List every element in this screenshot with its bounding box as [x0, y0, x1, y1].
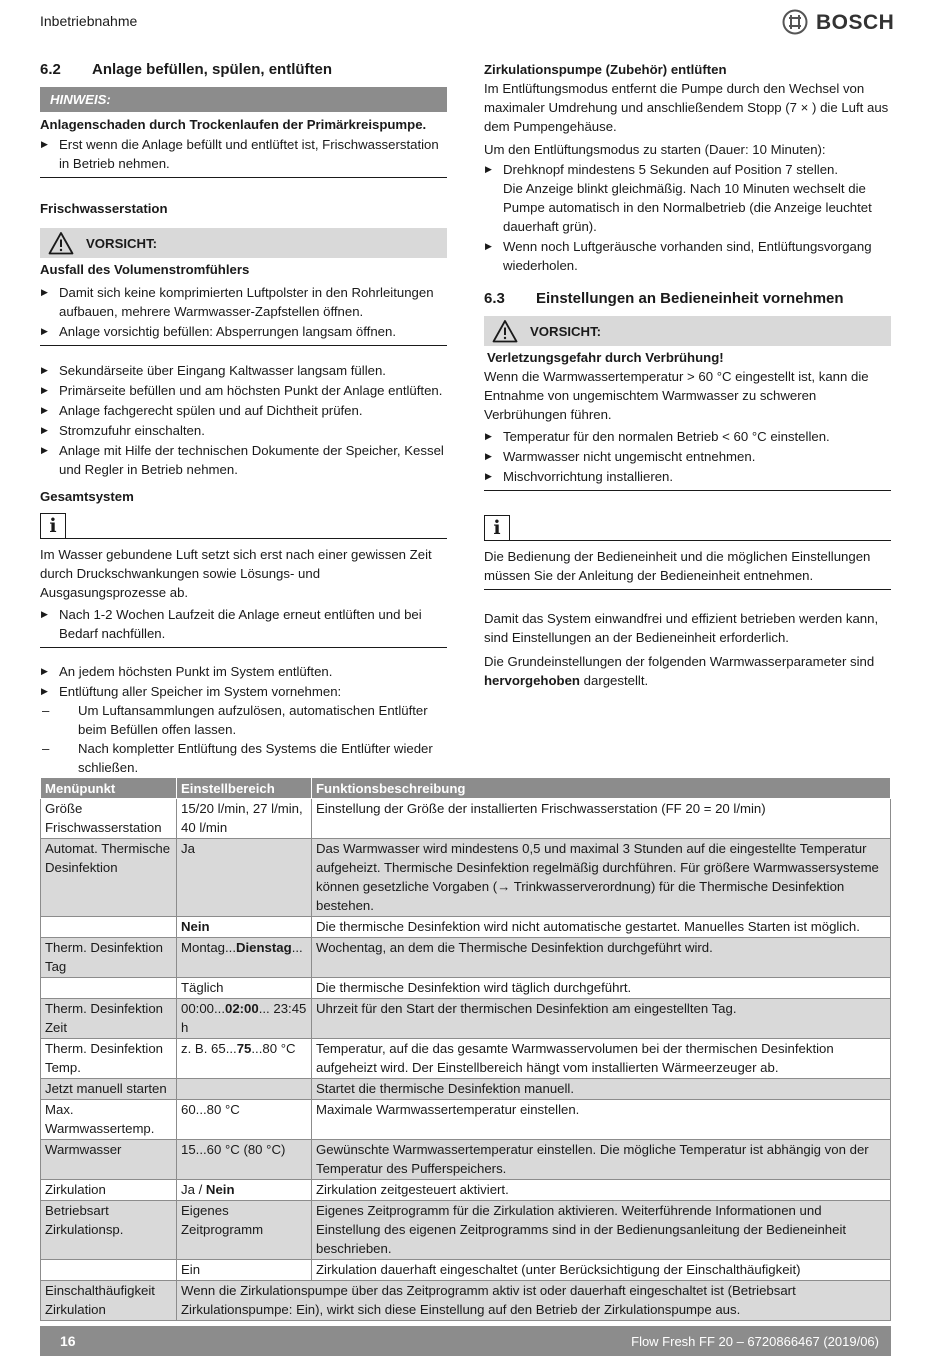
- subheading-gesamtsystem: Gesamtsystem: [40, 489, 134, 504]
- table-row: [41, 799, 891, 839]
- brand-logo: [782, 9, 894, 35]
- info-text: Im Wasser gebundene Luft setzt sich erst nach einer gewissen Zeit durch Druckschwankungen sowie Lösungs- und Ausgasungsprozesse ab.: [40, 547, 432, 600]
- cell-range: 60...80 °C: [177, 1100, 312, 1140]
- divider: [66, 538, 447, 539]
- cell-description: Temperatur, auf die das gesamte Warmwasservolumen bei der thermischen Desinfektion aufgeheizt wird. Der Einstellbereich hängt vom installierten Wärmeerzeuger ab.: [312, 1039, 891, 1079]
- cell-range: 15/20 l/min, 27 l/min, 40 l/min: [177, 799, 312, 839]
- cell-range: [177, 1180, 312, 1201]
- right-column: [484, 60, 891, 690]
- cell-description: Das Warmwasser wird mindestens 0,5 und maximal 3 Stunden auf die eingestellte Temperatur aufgeheizt. Thermische Desinfektion regelmäßig durchführen. Für größere Warmwassersysteme können gesetzliche Vorgaben (→ Trinkwasserverordnung) für die Thermische Desinfektion bestehen.: [312, 839, 891, 917]
- bosch-armature-icon: [782, 9, 808, 35]
- cell-menu: Therm. Desinfektion Zeit: [41, 999, 177, 1039]
- table-row: [41, 1281, 891, 1321]
- paragraph: Im Entlüftungsmodus entfernt die Pumpe durch den Wechsel von maximaler Umdrehung und anschließendem Stopp (7 × ) die Luft aus dem Pumpengehäuse.: [484, 81, 889, 134]
- list-item: ▶ Anlage mit Hilfe der technischen Dokumente der Speicher, Kessel und Regler in Betrieb nehmen.: [40, 441, 447, 479]
- vorsicht-list: [484, 427, 891, 491]
- cell-range: [177, 938, 312, 978]
- list-item-result: Die Anzeige blinkt gleichmäßig. Nach 10 Minuten wechselt die Pumpe automatisch in den Normalbetrieb (die Anzeige leuchtet dauerhaft grün).: [503, 181, 872, 234]
- list-item: ▶ Erst wenn die Anlage befüllt und entlüftet ist, Frischwasserstation in Betrieb nehmen.: [40, 135, 447, 173]
- paragraph: Damit das System einwandfrei und effizient betrieben werden kann, sind Einstellungen an der Bedieneinheit erforderlich.: [484, 611, 879, 645]
- sub-list: [40, 701, 447, 777]
- range-text: ... 23:45 h: [181, 1001, 307, 1035]
- table-row: [41, 839, 891, 917]
- list-item: ▶ An jedem höchsten Punkt im System entlüften.: [40, 662, 447, 681]
- subheading-frischwasserstation: Frischwasserstation: [40, 201, 168, 216]
- sub-list-item: – Nach kompletter Entlüftung des Systems die Entlüfter wieder schließen.: [40, 739, 447, 777]
- cell-description: Startet die thermische Desinfektion manuell.: [312, 1079, 891, 1100]
- running-header: Inbetriebnahme: [40, 13, 138, 29]
- column-header: Funktionsbeschreibung: [312, 778, 891, 799]
- list-item: ▶ Anlage fachgerecht spülen und auf Dichtheit prüfen.: [40, 401, 447, 420]
- range-text: Ja /: [181, 1182, 206, 1197]
- column-header: Einstellbereich: [177, 778, 312, 799]
- list-item: ▶ Mischvorrichtung installieren.: [484, 467, 891, 486]
- list-item: ▶ Nach 1-2 Wochen Laufzeit die Anlage erneut entlüften und bei Bedarf nachfüllen.: [40, 605, 447, 643]
- divider: [510, 540, 891, 541]
- table-header-row: [41, 778, 891, 799]
- cell-menu: Zirkulation: [41, 1180, 177, 1201]
- list-item: ▶ Damit sich keine komprimierten Luftpolster in den Rohrleitungen aufbauen, mehrere Warmwasser-Zapfstellen öffnen.: [40, 283, 447, 321]
- list-item: ▶ Primärseite befüllen und am höchsten Punkt der Anlage entlüften.: [40, 381, 447, 400]
- vorsicht-label: VORSICHT:: [530, 323, 602, 339]
- venting-steps: [40, 662, 447, 777]
- range-text: ...80 °C: [251, 1041, 296, 1056]
- cell-description: Wenn die Zirkulationspumpe über das Zeitprogramm aktiv ist oder dauerhaft eingeschaltet ist (Betriebsart Zirkulationspumpe: Ein), wirkt sich diese Einstellung auf den Betrieb der Zirkulationspumpe aus.: [177, 1281, 891, 1321]
- hinweis-label: HINWEIS:: [40, 87, 447, 112]
- list-item-text: Entlüftung aller Speicher im System vornehmen:: [59, 684, 342, 699]
- vorsicht-list: [40, 283, 447, 346]
- list-item: ▶ Warmwasser nicht ungemischt entnehmen.: [484, 447, 891, 466]
- cell-menu: Therm. Desinfektion Tag: [41, 938, 177, 978]
- table-row: [41, 978, 891, 999]
- table-row: [41, 917, 891, 938]
- cell-menu: Größe Frischwasserstation: [41, 799, 177, 839]
- table-row: [41, 1260, 891, 1281]
- cell-range: Nein: [177, 917, 312, 938]
- warning-triangle-icon: [492, 319, 518, 343]
- cell-description: Zirkulation dauerhaft eingeschaltet (unter Berücksichtigung der Einschalthäufigkeit): [312, 1260, 891, 1281]
- vorsicht-text: Wenn die Warmwassertemperatur > 60 °C eingestellt ist, kann die Entnahme von ungemischtem Warmwasser zu schweren Verbrühungen führen.: [484, 369, 869, 422]
- paragraph: Um den Entlüftungsmodus zu starten (Dauer: 10 Minuten):: [484, 142, 826, 157]
- range-default: Dienstag: [235, 940, 292, 955]
- sub-list-item: – Um Luftansammlungen aufzulösen, automatischen Entlüfter beim Befüllen offen lassen.: [40, 701, 447, 739]
- vorsicht-label: VORSICHT:: [86, 235, 158, 251]
- parameter-table: [40, 777, 891, 1321]
- hinweis-list: [40, 135, 447, 178]
- section-title: Einstellungen an Bedieneinheit vornehmen: [536, 290, 844, 307]
- info-text: Die Bedienung der Bedieneinheit und die möglichen Einstellungen müssen Sie der Anleitung der Bedieneinheit entnehmen.: [484, 547, 891, 590]
- cell-range: 15...60 °C (80 °C): [177, 1140, 312, 1180]
- cell-range: [177, 999, 312, 1039]
- vorsicht-title: Verletzungsgefahr durch Verbrühung!: [487, 350, 724, 365]
- vorsicht-bar: [40, 228, 447, 258]
- paragraph-emphasis: hervorgehoben: [484, 673, 580, 688]
- section-heading: [40, 60, 447, 79]
- cell-menu: Jetzt manuell starten: [41, 1079, 177, 1100]
- hinweis-title: Anlagenschaden durch Trockenlaufen der Primärkreispumpe.: [40, 117, 427, 132]
- cell-range: Eigenes Zeitprogramm: [177, 1201, 312, 1260]
- warning-triangle-icon: [48, 231, 74, 255]
- cell-range: [177, 1079, 312, 1100]
- column-header: Menüpunkt: [41, 778, 177, 799]
- cell-menu: Betriebsart Zirkulationsp.: [41, 1201, 177, 1260]
- zirk-list: [484, 160, 891, 275]
- cell-description: Die thermische Desinfektion wird nicht automatische gestartet. Manuelles Starten ist möglich.: [312, 917, 891, 938]
- table-row: [41, 1079, 891, 1100]
- table-row: [41, 1100, 891, 1140]
- vorsicht-title: Ausfall des Volumenstromfühlers: [40, 262, 250, 277]
- table-row: [41, 1140, 891, 1180]
- table-row: [41, 999, 891, 1039]
- cell-range: [177, 1039, 312, 1079]
- table-row: [41, 1039, 891, 1079]
- subheading-zirkulationspumpe: Zirkulationspumpe (Zubehör) entlüften: [484, 62, 727, 77]
- cell-menu: Warmwasser: [41, 1140, 177, 1180]
- cell-description: Gewünschte Warmwassertemperatur einstellen. Die mögliche Temperatur ist abhängig von der Temperatur des Pufferspeichers.: [312, 1140, 891, 1180]
- paragraph-text: Die Grundeinstellungen der folgenden Warmwasserparameter sind: [484, 654, 875, 669]
- info-icon: i: [484, 515, 510, 541]
- table-row: [41, 938, 891, 978]
- range-text: 00:00...: [181, 1001, 225, 1016]
- cell-description: Einstellung der Größe der installierten Frischwasserstation (FF 20 = 20 l/min): [312, 799, 891, 839]
- document-reference: Flow Fresh FF 20 – 6720866467 (2019/06): [631, 1333, 879, 1349]
- brand-name: BOSCH: [816, 10, 895, 34]
- section-number: 6.3: [484, 290, 505, 307]
- info-rule: [40, 513, 447, 539]
- list-item: ▶ Anlage vorsichtig befüllen: Absperrungen langsam öffnen.: [40, 322, 447, 341]
- cell-description: Maximale Warmwassertemperatur einstellen.: [312, 1100, 891, 1140]
- cell-menu: [41, 1260, 177, 1281]
- paragraph-text: dargestellt.: [580, 673, 649, 688]
- cell-menu: Automat. Thermische Desinfektion: [41, 839, 177, 917]
- info-icon: i: [40, 513, 66, 539]
- table-row: [41, 1201, 891, 1260]
- range-default: 02:00: [225, 1001, 259, 1016]
- list-item: [40, 682, 447, 777]
- vorsicht-bar: [484, 316, 891, 346]
- list-item: [484, 160, 891, 236]
- list-item: ▶ Stromzufuhr einschalten.: [40, 421, 447, 440]
- section-title: Anlage befüllen, spülen, entlüften: [92, 61, 333, 78]
- cell-menu: [41, 978, 177, 999]
- cell-description: Eigenes Zeitprogramm für die Zirkulation aktivieren. Weiterführende Informationen und Einstellung des eigenen Zeitprogramms sind in der Bedienungsanleitung der Bedieneinheit beschrieben.: [312, 1201, 891, 1260]
- page-footer: [40, 1326, 891, 1356]
- cell-description: Wochentag, an dem die Thermische Desinfektion durchgeführt wird.: [312, 938, 891, 978]
- info-list: [40, 605, 447, 648]
- table-row: [41, 1180, 891, 1201]
- cell-range: Ja: [177, 839, 312, 917]
- cell-menu: Therm. Desinfektion Temp.: [41, 1039, 177, 1079]
- left-column: [40, 60, 447, 778]
- section-heading: [484, 289, 891, 308]
- cell-range: Ein: [177, 1260, 312, 1281]
- list-item: ▶ Temperatur für den normalen Betrieb < 60 °C einstellen.: [484, 427, 891, 446]
- range-text: Montag...: [181, 940, 236, 955]
- range-default: Nein: [205, 1182, 235, 1197]
- section-number: 6.2: [40, 61, 61, 78]
- list-item-text: Drehknopf mindestens 5 Sekunden auf Position 7 stellen.: [503, 162, 839, 177]
- cell-menu: [41, 917, 177, 938]
- cell-range: Täglich: [177, 978, 312, 999]
- range-text: z. B. 65...: [181, 1041, 237, 1056]
- paragraph: [484, 652, 891, 690]
- list-item: ▶ Wenn noch Luftgeräusche vorhanden sind, Entlüftungsvorgang wiederholen.: [484, 237, 891, 275]
- filling-steps: [40, 361, 447, 479]
- cell-description: Zirkulation zeitgesteuert aktiviert.: [312, 1180, 891, 1201]
- cell-description: Uhrzeit für den Start der thermischen Desinfektion am eingestellten Tag.: [312, 999, 891, 1039]
- list-item: ▶ Sekundärseite über Eingang Kaltwasser langsam füllen.: [40, 361, 447, 380]
- cell-menu: Max. Warmwassertemp.: [41, 1100, 177, 1140]
- info-rule: [484, 515, 891, 541]
- range-text: ...: [291, 940, 303, 955]
- range-default: 75: [236, 1041, 252, 1056]
- cell-description: Die thermische Desinfektion wird täglich durchgeführt.: [312, 978, 891, 999]
- page-number: 16: [60, 1332, 76, 1349]
- cell-menu: Einschalthäufigkeit Zirkulation: [41, 1281, 177, 1321]
